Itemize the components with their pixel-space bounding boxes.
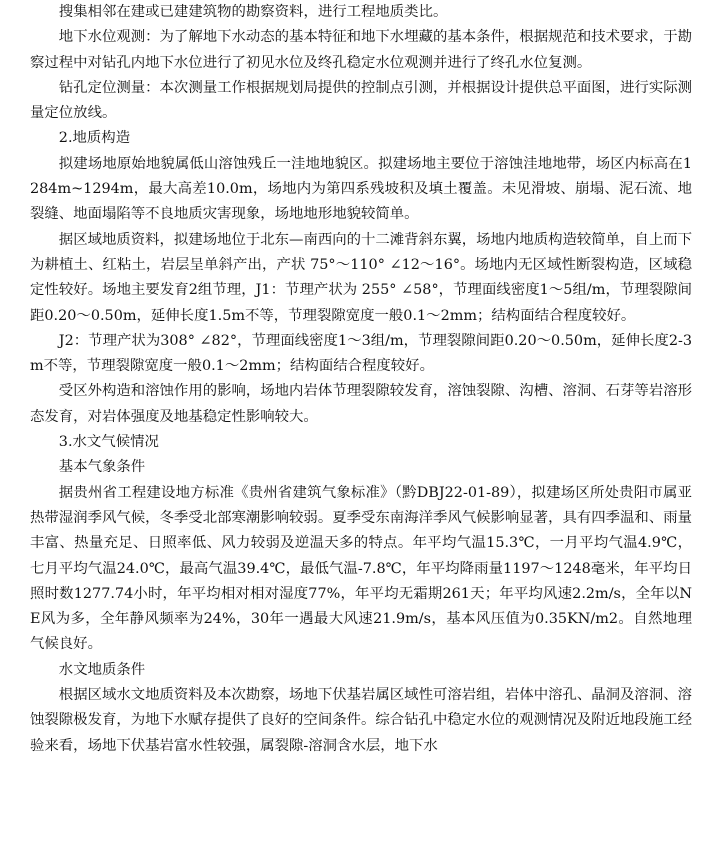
paragraph-groundwater-observation: 地下水位观测：为了解地下水动态的基本特征和地下水埋藏的基本条件，根据规范和技术要求，于勘察过程中对钻孔内地下水位进行了初见水位及终孔稳定水位观测并进行了终孔水位复测。 (30, 29, 692, 71)
paragraph-karst-influence: 受区外构造和溶蚀作用的影响，场地内岩体节理裂隙较发育，溶蚀裂隙、沟槽、溶洞、石芽等岩溶形态发育，对岩体强度及地基稳定性影响较大。 (30, 383, 692, 425)
paragraph-climate-data: 据贵州省工程建设地方标准《贵州省建筑气象标准》（黔DBJ22-01-89），拟建场区所处贵阳市属亚热带湿润季风气候，冬季受北部寒潮影响较弱。夏季受东南海洋季风气候影响显著，具有四季温和、雨量丰富、热量充足、日照率低、风力较弱及逆温天多的特点。年平均气温15.3℃，一月平均气温4.9℃，七月平均气温24.0℃，最高气温39.4℃，最低气温-7.8℃，年平均降雨量1197～1248毫米，年平均日照时数1277.74小时，年平均相对相对湿度77%，年平均无霜期261天；年平均风速2.2m/s，全年以NE风为多，全年静风频率为24%，30年一遇最大风速21.9m/s，基本风压值为0.35KN/m2。自然地理气候良好。 (30, 484, 692, 653)
document-page (30, 0, 692, 759)
paragraph-borehole-positioning: 钻孔定位测量：本次测量工作根据规划局提供的控制点引测，并根据设计提供总平面图，进行实际测量定位放线。 (30, 79, 692, 122)
paragraph-joint-j2: J2：节理产状为308° ∠82°，节理面线密度1～3组/m，节理裂隙间距0.20～0.50m，延伸长度2-3m不等，节理裂隙宽度一般0.1～2mm；结构面结合程度较好。 (30, 332, 692, 375)
subheading-hydrogeology: 水文地质条件 (58, 661, 146, 678)
paragraph-hydrogeology: 根据区域水文地质资料及本次勘察，场地下伏基岩属区域性可溶岩组，岩体中溶孔、晶洞及溶洞、溶蚀裂隙极发育，为地下水赋存提供了良好的空间条件。综合钻孔中稳定水位的观测情况及附近地段施工经验来看，场地下伏基岩富水性较强，属裂隙-溶洞含水层，地下水 (30, 687, 692, 754)
paragraph-regional-geology: 据区域地质资料，拟建场地位于北东—南西向的十二滩背斜东翼，场地内地质构造较简单，自上而下为耕植土、红粘土，岩层呈单斜产出，产状 75°～110° ∠12～16°。场地内无区域性断裂构造，区域稳定性较好。场地主要发育2组节理，J1：节理产状为 255° ∠58°，节理面线密度1～5组/m，节理裂隙间距0.20～0.50m，延伸长度1.5m不等，节理裂隙宽度一般0.1～2mm；结构面结合程度较好。 (30, 231, 692, 324)
section-heading-hydro-climate: 3.水文气候情况 (58, 434, 159, 451)
subheading-meteorology: 基本气象条件 (58, 459, 146, 476)
section-heading-geologic-structure: 2.地质构造 (58, 130, 131, 147)
paragraph-landform: 拟建场地原始地貌属低山溶蚀残丘一洼地地貌区。拟建场地主要位于溶蚀洼地地带，场区内标高在1284m~1294m，最大高差10.0m，场地内为第四系残坡积及填土覆盖。未见滑坡、崩塌、泥石流、地裂缝、地面塌陷等不良地质灾害现象，场地地形地貌较简单。 (30, 155, 692, 223)
paragraph-reference-survey: 搜集相邻在建或已建建筑物的勘察资料，进行工程地质类比。 (58, 4, 448, 20)
